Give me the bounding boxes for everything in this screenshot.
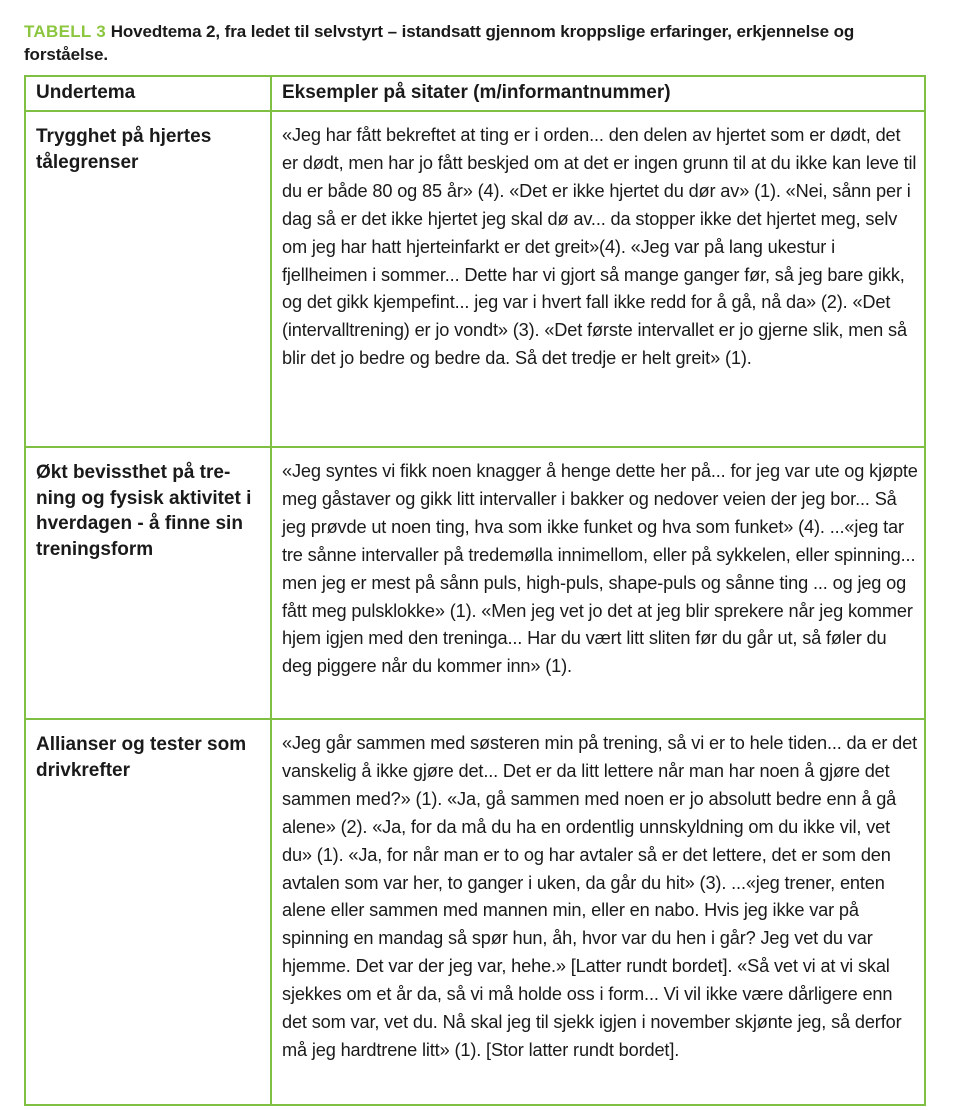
- quote-cell: «Jeg syntes vi fikk noen knagger å henge dette her på... for jeg var ute og kjøpte meg gåstaver og gikk litt intervaller i bakker og nedover veien der jeg bor... Så jeg prøvde ut noen ting, hva som ikke funket og hva som funket» (4). ...«jeg tar tre sånne intervaller på tredemølla innimellom, eller på sykkelen, eller spinning... men jeg er mest på sånn puls, high-puls, shape-puls og sånne ting ... og jeg og fått meg pulsklokke» (1). «Men jeg vet jo det at jeg blir sprekere når jeg kommer hjem igjen med den treninga... Har du vært litt sliten før du går ut, så føler du deg piggere når du kommer inn» (1).: [271, 447, 925, 719]
- table-row: [25, 111, 925, 447]
- table-header-row: [25, 76, 925, 111]
- table-caption: [24, 20, 924, 66]
- column-header-undertema: Undertema: [25, 76, 271, 111]
- quotes-table: [24, 75, 926, 1106]
- subtheme-cell: Allianser og tester som drivkrefter: [25, 719, 271, 1105]
- quote-cell: «Jeg har fått bekreftet at ting er i orden... den delen av hjertet som er dødt, det er dødt, men har jo fått beskjed om at det er ingen grunn til at du ikke kan leve til du er både 80 og 85 år» (4). «Det er ikke hjertet du dør av» (1). «Nei, sånn per i dag så er det ikke hjertet jeg skal dø av... da stopper ikke det hjertet meg, selv om jeg har hatt hjerteinfarkt er det greit»(4). «Jeg var på lang ukestur i fjellheimen i sommer... Dette har vi gjort så mange ganger før, så jeg bare gikk, og det gikk kjempefint... jeg var i hvert fall ikke redd for å gå, nå da» (2). «Det (intervalltrening) er jo vondt» (3). «Det første intervallet er jo gjerne slik, men så blir det jo bedre og bedre da. Så det tredje er helt greit» (1).: [271, 111, 925, 447]
- table-label: TABELL 3: [24, 22, 107, 41]
- table-row: [25, 447, 925, 719]
- quote-cell: «Jeg går sammen med søsteren min på trening, så vi er to hele tiden... da er det vanskelig å ikke gjøre det... Det er da litt lettere når man har noen å gjøre det sammen med?» (1). «Ja, gå sammen med noen er jo absolutt bedre enn å gå alene» (2). «Ja, for da må du ha en ordentlig unnskyldning om du ikke vil, vet du» (1). «Ja, for når man er to og har avtaler så er det lettere, det er som den avtalen som var her, to ganger i uken, da går du hit» (3). ...«jeg trener, enten alene eller sammen med mannen min, eller en nabo. Hvis jeg ikke var på spinning en mandag så spør hun, åh, hvor var du hen i går? Jeg vet du var hjemme. Det var der jeg var, hehe.» [Latter rundt bordet]. «Så vet vi at vi skal sjekkes om et år da, så vi må holde oss i form... Vi vil ikke være dårligere enn det som var, vet du. Nå skal jeg til sjekk igjen i november skjønte jeg, så derfor må jeg hardtrene litt» (1). [Stor latter rundt bordet].: [271, 719, 925, 1105]
- table-title: Hovedtema 2, fra ledet til selvstyrt – istandsatt gjennom kroppslige erfaringer, erkjennelse og forståelse.: [24, 22, 855, 64]
- table-row: [25, 719, 925, 1105]
- subtheme-cell: Økt bevissthet på tre-ning og fysisk aktivitet i hverdagen - å finne sin treningsform: [25, 447, 271, 719]
- column-header-eksempler: Eksempler på sitater (m/informantnummer): [271, 76, 925, 111]
- subtheme-cell: Trygghet på hjertes tålegrenser: [25, 111, 271, 447]
